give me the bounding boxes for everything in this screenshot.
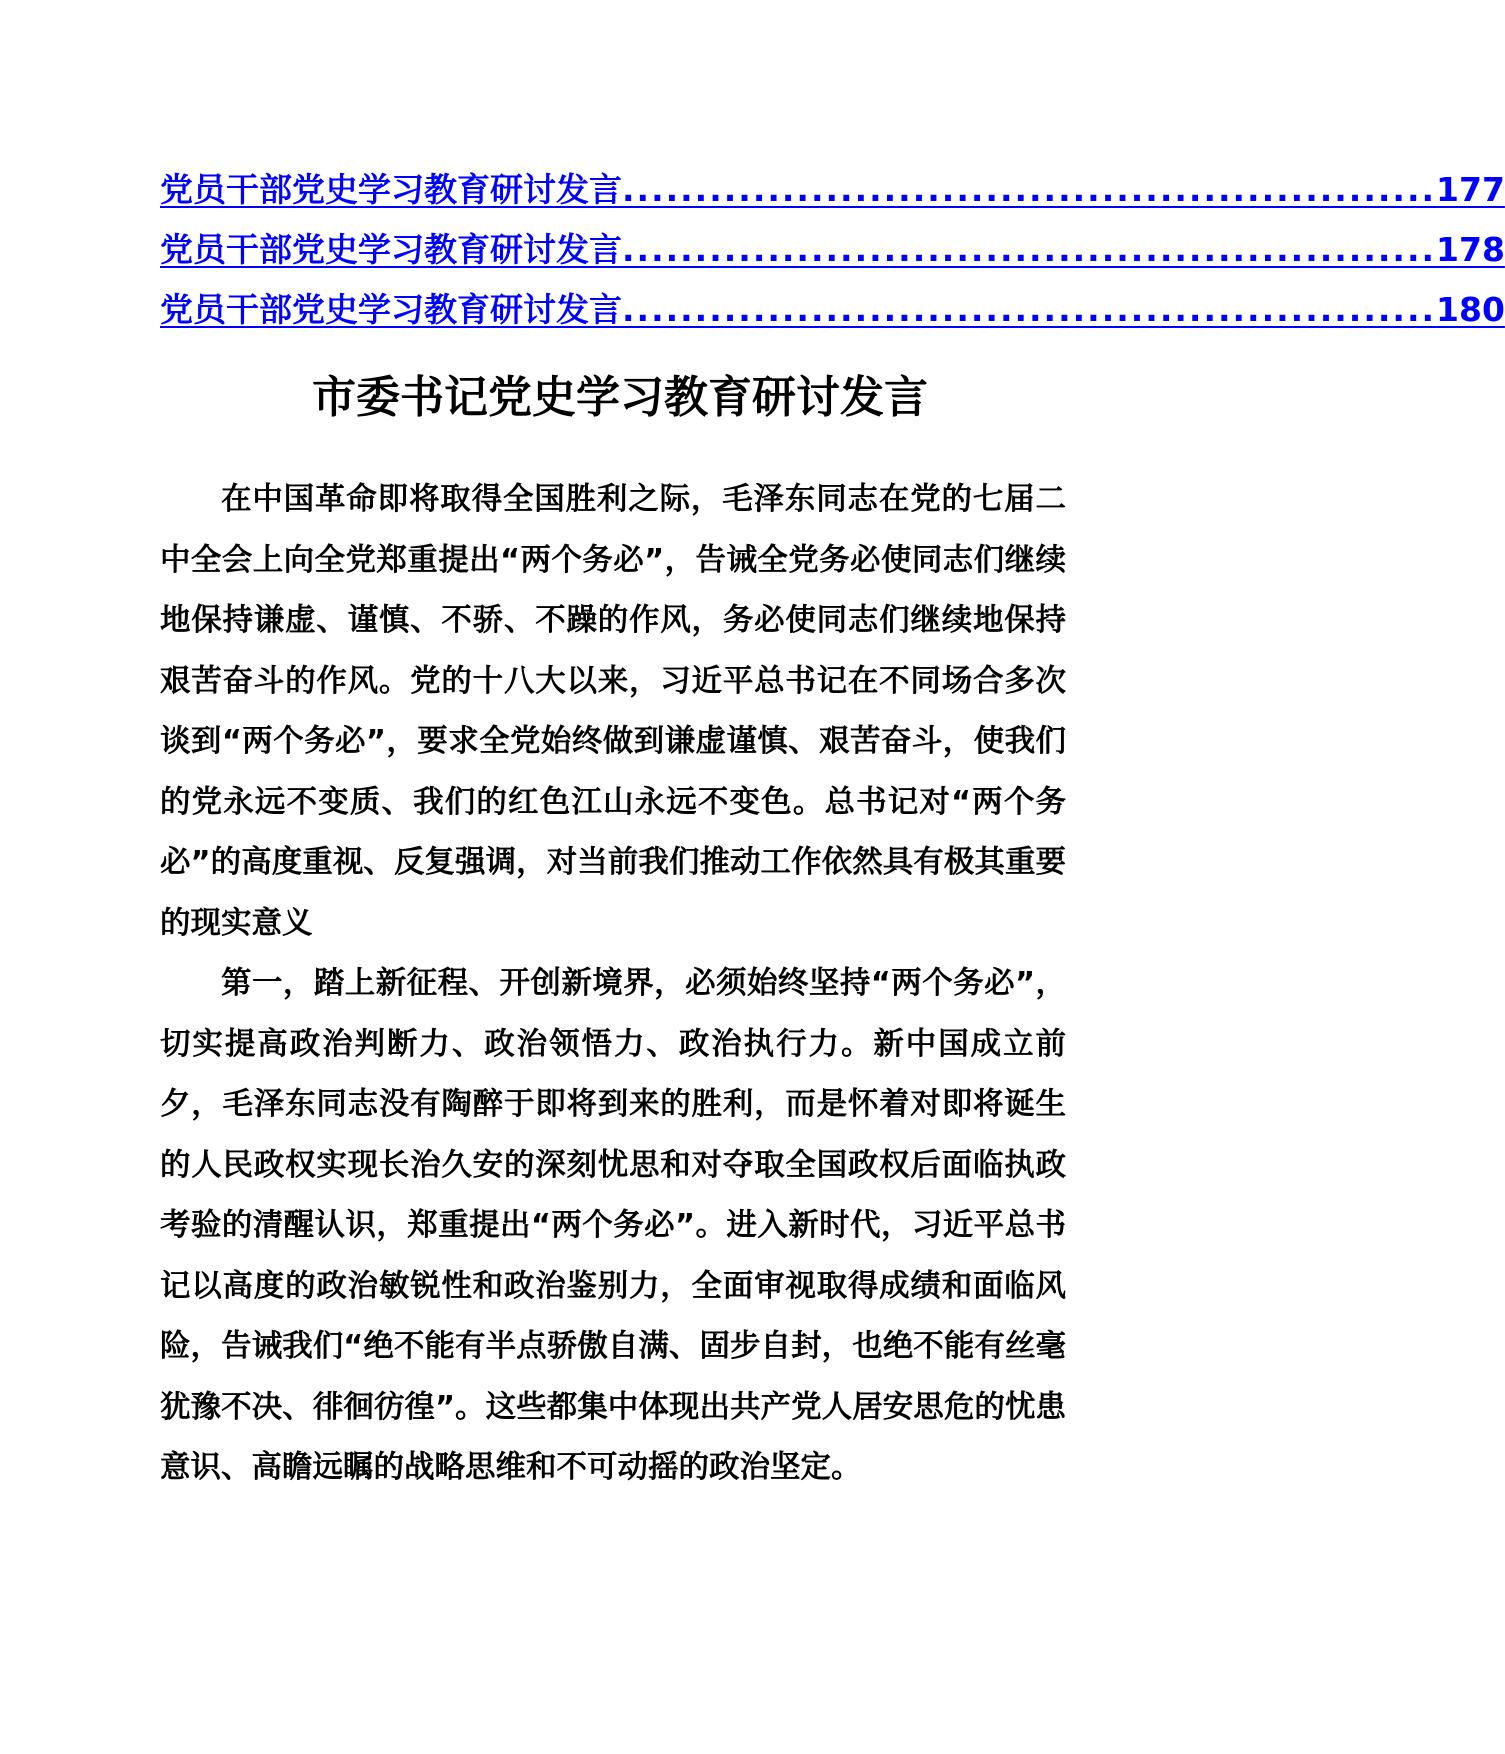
toc-leader-dots[interactable]: ........................................................ [622,290,1437,329]
body-paragraph-2: 第一，踏上新征程、开创新境界，必须始终坚持“两个务必”，切实提高政治判断力、政治领悟力、政治执行力。新中国成立前夕，毛泽东同志没有陶醉于即将到来的胜利，而是怀着对即将诞生的人民政权实现长治久安的深刻忧思和对夺取全国政权后面临执政考验的清醒认识，郑重提出“两个务必”。进入新时代，习近平总书记以高度的政治敏锐性和政治鉴别力，全面审视取得成绩和面临风险，告诫我们“绝不能有半点骄傲自满、固步自封，也绝不能有丝毫犹豫不决、徘徊彷徨”。这些都集中体现出共产党人居安思危的忧患意识、高瞻远瞩的战略思维和不可动摇的政治坚定。 [160,966,1066,1485]
toc-entry-title[interactable]: 党员干部党史学习教育研讨发言 [160,290,622,329]
toc-entry-title[interactable]: 党员干部党史学习教育研讨发言 [160,230,622,269]
toc-leader-dots[interactable]: ........................................................ [622,170,1437,209]
body-paragraph-1: 在中国革命即将取得全国胜利之际，毛泽东同志在党的七届二中全会上向全党郑重提出“两个务必”，告诫全党务必使同志们继续地保持谦虚、谨慎、不骄、不躁的作风，务必使同志们继续地保持艰苦奋斗的作风。党的十八大以来，习近平总书记在不同场合多次谈到“两个务必”，要求全党始终做到谦虚谨慎、艰苦奋斗，使我们的党永远不变质、我们的红色江山永远不变色。总书记对“两个务必”的高度重视、反复强调，对当前我们推动工作依然具有极其重要的现实意义 [160,482,1066,941]
toc-entry-180[interactable] [160,280,1505,340]
toc-entry-title[interactable]: 党员干部党史学习教育研讨发言 [160,170,622,209]
toc-entry-178[interactable] [160,220,1505,280]
toc-entry-177[interactable] [160,160,1505,220]
toc-page-number[interactable]: 180 [1436,290,1505,329]
document-title: 市委书记党史学习教育研讨发言 [312,372,928,423]
toc-leader-dots[interactable]: ........................................................ [622,230,1437,269]
document-body [160,470,1066,1499]
toc-page-number[interactable]: 178 [1436,230,1505,269]
table-of-contents [160,160,1505,340]
toc-page-number[interactable]: 177 [1436,170,1505,209]
